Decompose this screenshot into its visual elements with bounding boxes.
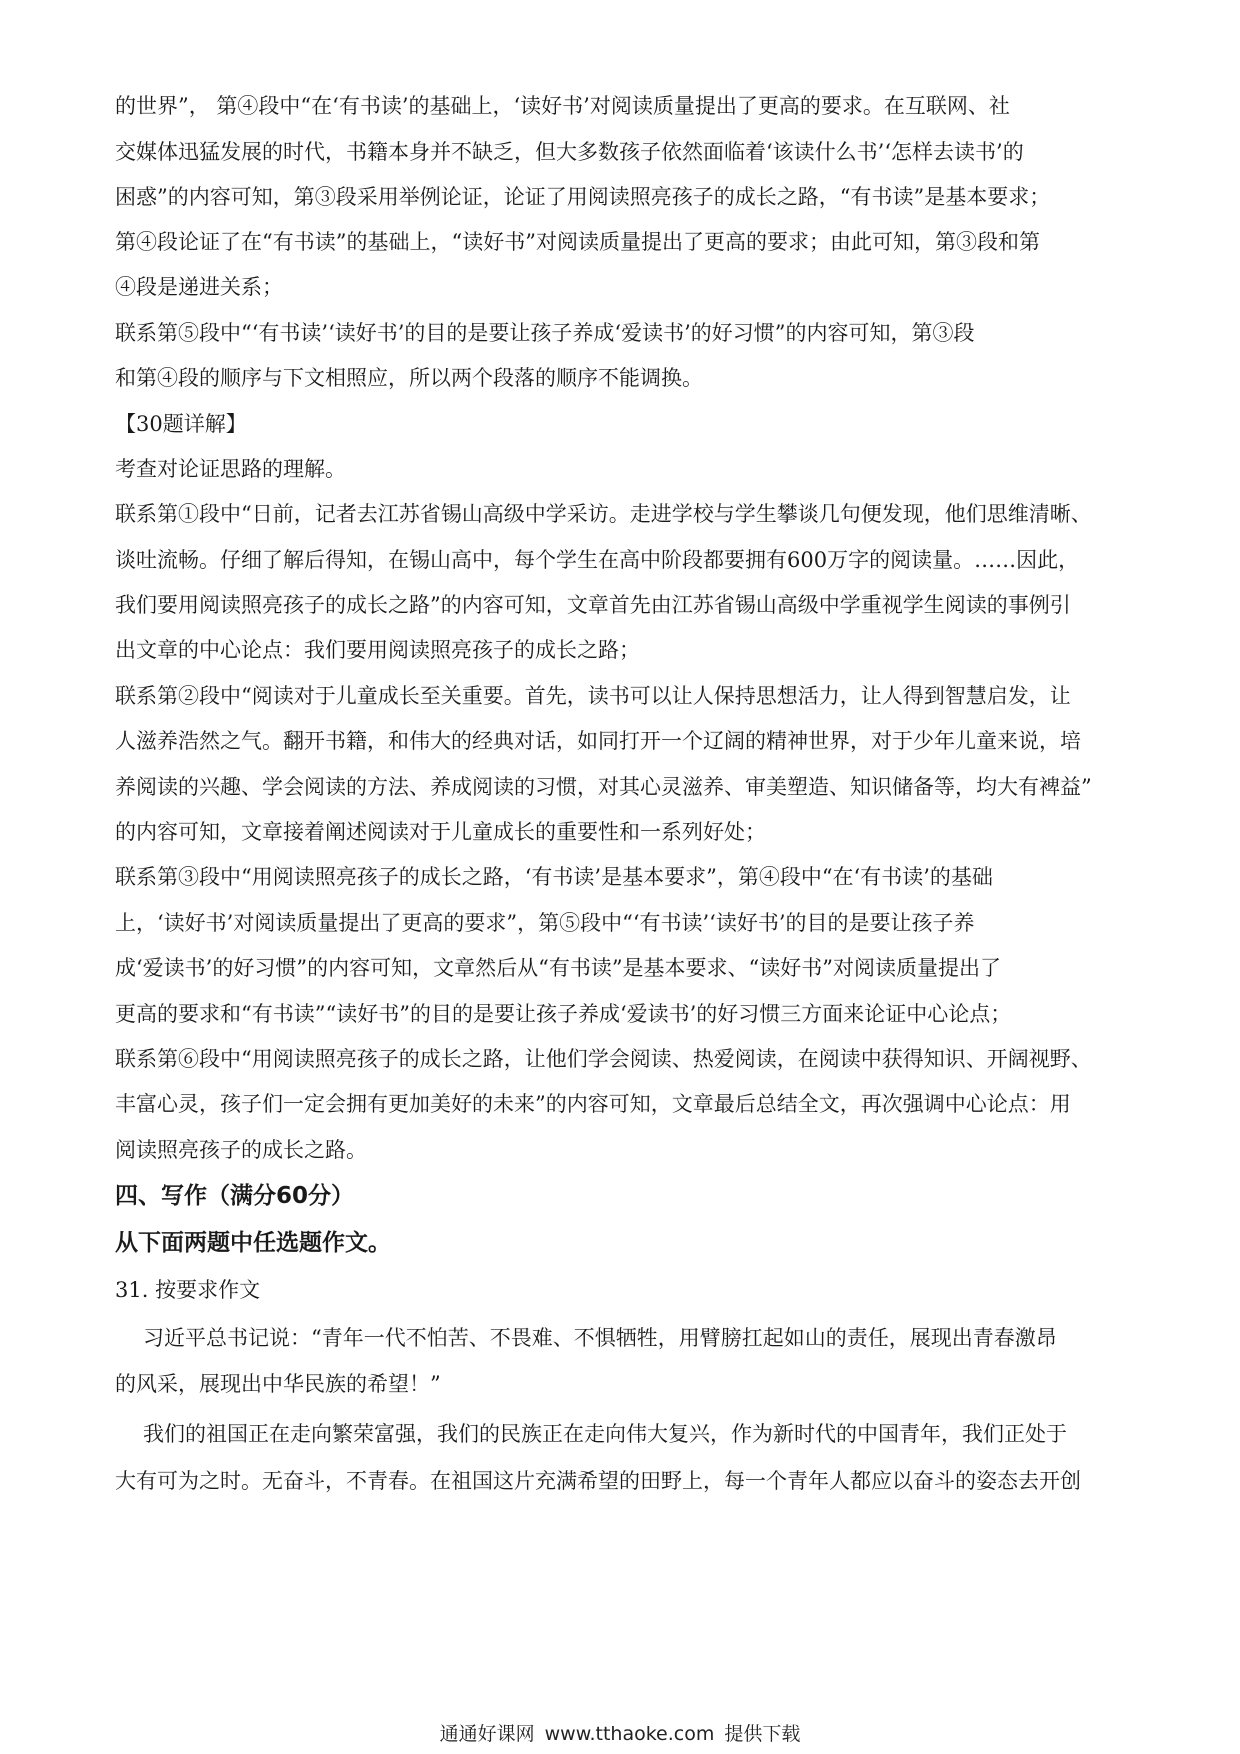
text-line: 人滋养浩然之气。翻开书籍，和伟大的经典对话，如同打开一个辽阔的精神世界，对于少年儿童来说，培 [115,729,1081,753]
text-line: 联系第⑤段中“‘有书读’‘读好书’的目的是要让孩子养成‘爱读书’的好习惯”的内容可知，第③段 [115,321,975,345]
text-line: 丰富心灵，孩子们一定会拥有更加美好的未来”的内容可知，文章最后总结全文，再次强调中心论点：用 [115,1092,1071,1116]
text-line: 上，‘读好书’对阅读质量提出了更高的要求”，第⑤段中“‘有书读’‘读好书’的目的是要让孩子养 [115,911,975,935]
text-line: 谈吐流畅。仔细了解后得知，在锡山高中，每个学生在高中阶段都要拥有600万字的阅读量。……因此， [115,548,1080,572]
text-line: ④段是递进关系； [115,275,283,299]
question-number: 31. 按要求作文 [115,1278,261,1302]
text-line: 成‘爱读书’的好习惯”的内容可知，文章然后从“有书读”是基本要求、“读好书”对阅读质量提出了 [115,956,1002,980]
footer-suffix: 提供下载 [724,1723,801,1745]
text-line: 困惑”的内容可知，第③段采用举例论证，论证了用阅读照亮孩子的成长之路，“有书读”是基本要求； [115,185,1051,209]
text-line: 考查对论证思路的理解。 [115,457,346,481]
text-line: 我们要用阅读照亮孩子的成长之路”的内容可知，文章首先由江苏省锡山高级中学重视学生阅读的事例引 [115,593,1071,617]
text-line: 和第④段的顺序与下文相照应，所以两个段落的顺序不能调换。 [115,366,703,390]
text-line: 的世界”， 第④段中“在‘有书读’的基础上，‘读好书’对阅读质量提出了更高的要求。在互联网、社 [115,94,1010,118]
section-title: 四、写作（满分60分） [115,1183,355,1209]
text-line: 交媒体迅猛发展的时代，书籍本身并不缺乏，但大多数孩子依然面临着‘该读什么书’‘怎样去读书’的 [115,140,1024,164]
text-line: 第④段论证了在“有书读”的基础上，“读好书”对阅读质量提出了更高的要求；由此可知，第③段和第 [115,230,1040,254]
text-line: 联系第②段中“阅读对于儿童成长至关重要。首先，读书可以让人保持思想活力，让人得到智慧启发，让 [115,684,1071,708]
subsection-heading: 【30题详解】 [115,412,247,436]
text-line: 联系第⑥段中“用阅读照亮孩子的成长之路，让他们学会阅读、热爱阅读，在阅读中获得知识、开阔视野、 [115,1047,1092,1071]
prompt-line: 我们的祖国正在走向繁荣富强，我们的民族正在走向伟大复兴，作为新时代的中国青年，我们正处于 [143,1422,1067,1446]
text-line: 联系第①段中“日前，记者去江苏省锡山高级中学采访。走进学校与学生攀谈几句便发现，他们思维清晰、 [115,502,1092,526]
text-line: 更高的要求和“有书读”“读好书”的目的是要让孩子养成‘爱读书’的好习惯三方面来论证中心论点； [115,1002,1012,1026]
text-line: 的内容可知，文章接着阐述阅读对于儿童成长的重要性和一系列好处； [115,820,766,844]
prompt-line: 大有可为之时。无奋斗，不青春。在祖国这片充满希望的田野上，每一个青年人都应以奋斗的姿态去开创 [115,1469,1081,1493]
footer-site-name: 通通好课网 [439,1723,535,1745]
section-instruction: 从下面两题中任选题作文。 [115,1230,391,1256]
footer-url[interactable]: www.tthaoke.com [544,1723,715,1745]
text-line: 联系第③段中“用阅读照亮孩子的成长之路，‘有书读’是基本要求”，第④段中“在‘有书读’的基础 [115,865,993,889]
text-line: 出文章的中心论点：我们要用阅读照亮孩子的成长之路； [115,638,640,662]
text-line: 养阅读的兴趣、学会阅读的方法、养成阅读的习惯，对其心灵滋养、审美塑造、知识储备等，均大有裨益” [115,775,1092,799]
prompt-line: 的风采，展现出中华民族的希望！” [115,1372,441,1396]
text-line: 阅读照亮孩子的成长之路。 [115,1138,367,1162]
page-footer [0,1722,1240,1746]
prompt-line: 习近平总书记说：“青年一代不怕苦、不畏难、不惧牺牲，用臂膀扛起如山的责任，展现出青春激昂 [143,1326,1057,1350]
